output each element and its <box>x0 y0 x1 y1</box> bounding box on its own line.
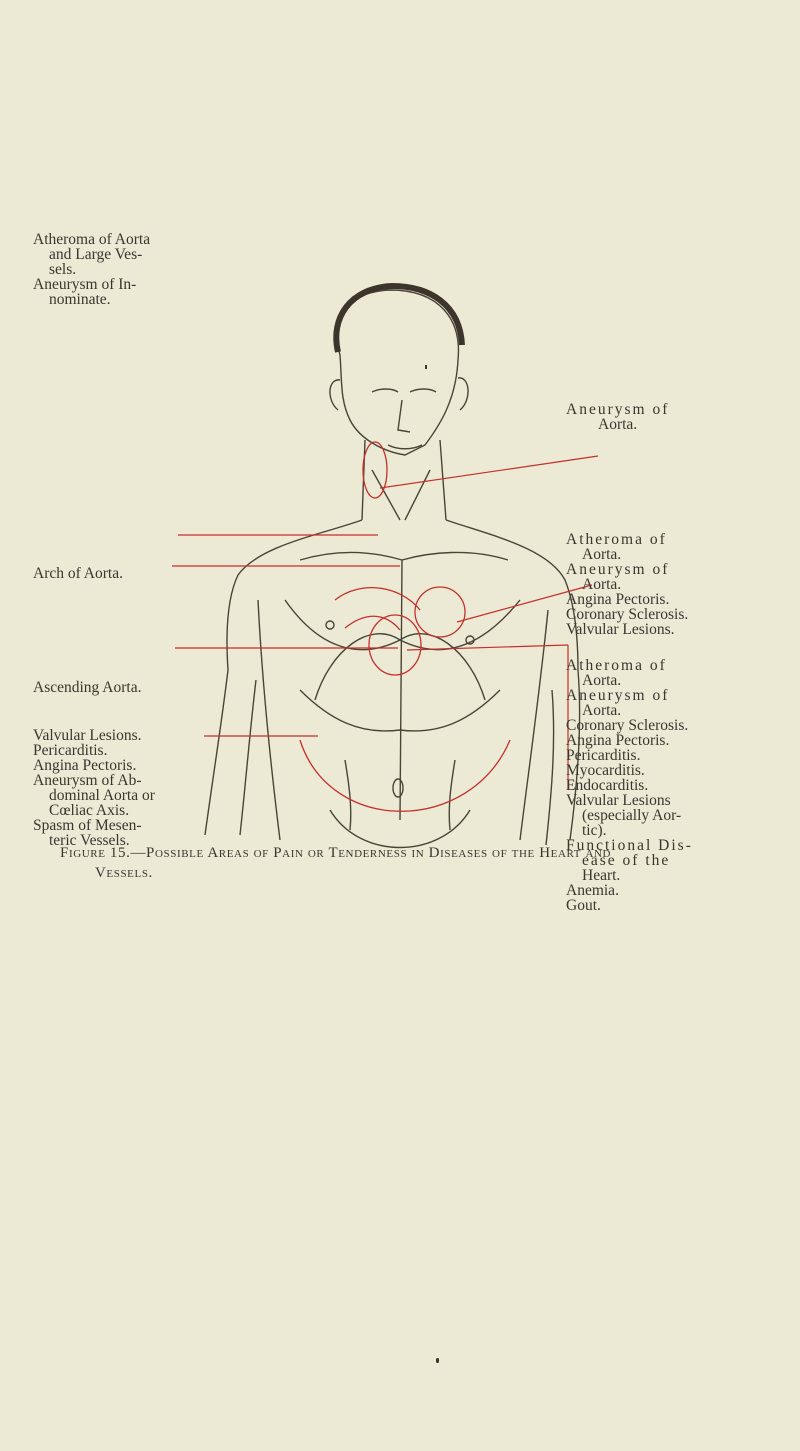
leader-lines-left <box>172 535 400 736</box>
label-atheroma-large-vessels: Atheroma of Aorta and Large Ves- sels. Aneurysm of In- nominate. <box>33 231 151 308</box>
pain-area-outlines <box>300 442 510 811</box>
figure-caption <box>60 843 760 883</box>
label-upper-chest-list: Atheroma of Aorta. Aneurysm of Aorta. Angina Pectoris. Coronary Sclerosis. Valvular Lesions. <box>566 531 689 638</box>
label-ascending-aorta: Ascending Aorta. <box>33 679 142 696</box>
label-aneurysm-neck: Aneurysm of Aorta. <box>566 401 670 433</box>
label-abdominal-list: Valvular Lesions. Pericarditis. Angina Pectoris. Aneurysm of Ab- dominal Aorta or Cœliac Axis. Spasm of Mesen- teric Vessels. <box>33 727 155 849</box>
speck-mark <box>425 365 427 369</box>
torso-outline <box>205 286 580 848</box>
label-lower-chest-list: Atheroma of Aorta. Aneurysm of Aorta. Coronary Sclerosis. Angina Pectoris. Pericarditis. Myocarditis. Endocarditis. Valvular Lesions (especially Aor- tic). Functional Dis- ease of the Heart. Anemia. Gout. <box>566 657 693 914</box>
caption-line-2: Vessels. <box>95 865 153 881</box>
speck-mark <box>436 1358 439 1363</box>
label-arch-of-aorta: Arch of Aorta. <box>33 565 123 582</box>
caption-line-1: Figure 15.—Possible Areas of Pain or Tenderness in Diseases of the Heart and <box>60 845 612 861</box>
